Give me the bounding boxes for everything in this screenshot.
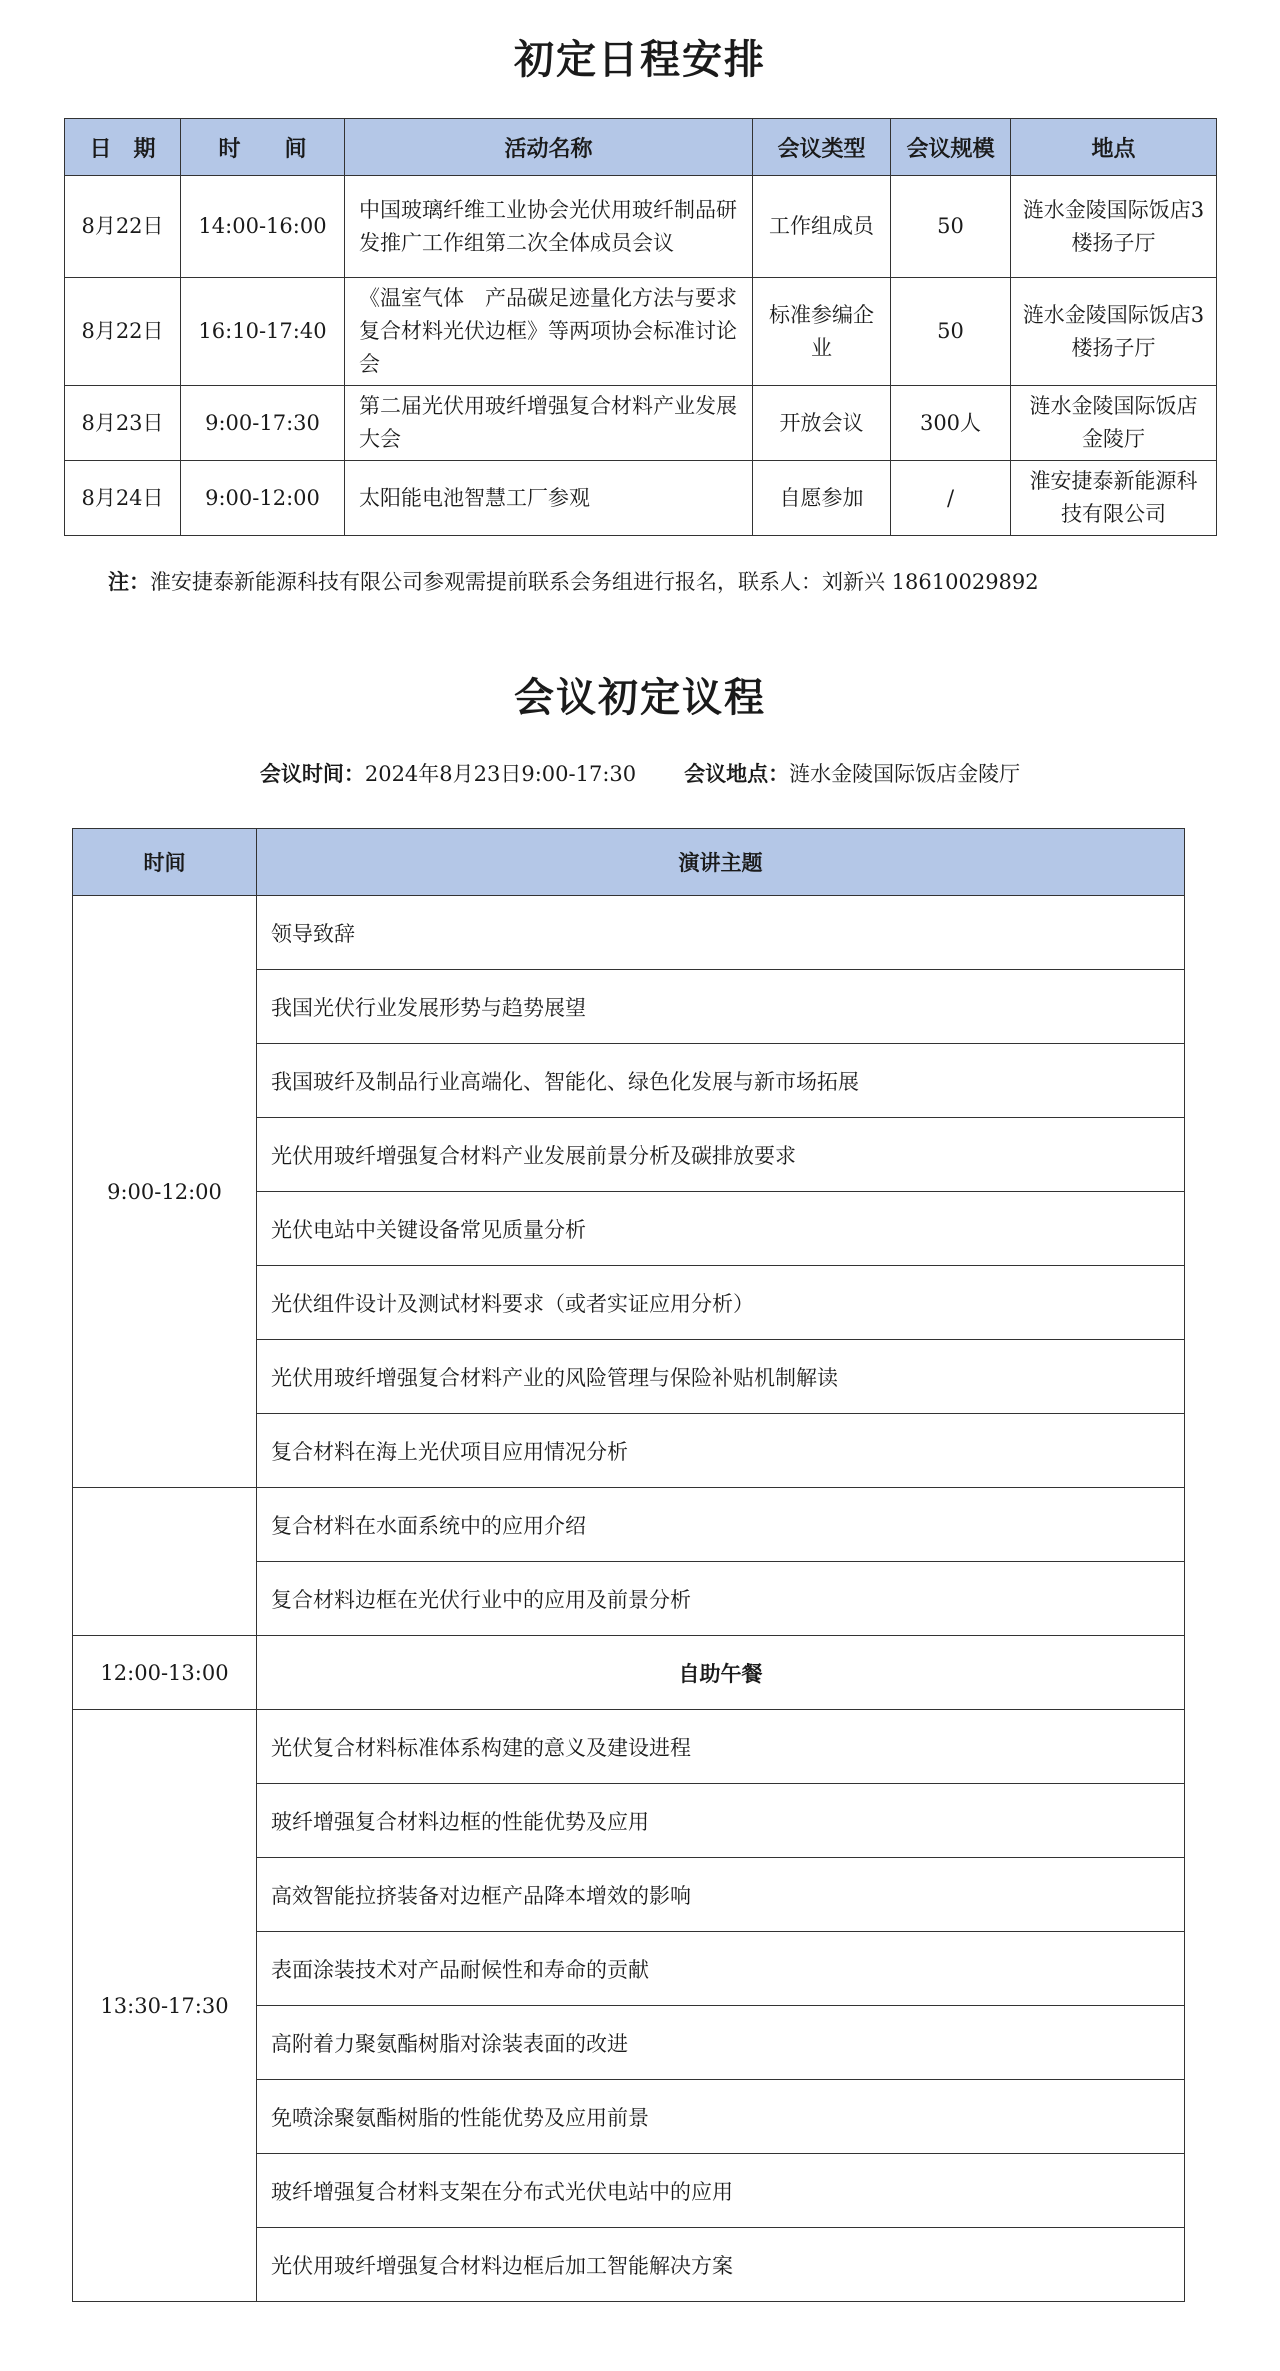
cell-date: 8月22日 [65, 278, 181, 386]
cell-topic: 表面涂装技术对产品耐候性和寿命的贡献 [257, 1932, 1185, 2006]
table-row [65, 176, 1217, 278]
cell-time-afternoon: 13:30-17:30 [73, 1710, 257, 2302]
table-row [65, 278, 1217, 386]
cell-date: 8月24日 [65, 461, 181, 536]
table-row [65, 461, 1217, 536]
cell-meeting-scale: 300人 [891, 386, 1011, 461]
cell-topic: 我国玻纤及制品行业高端化、智能化、绿色化发展与新市场拓展 [257, 1044, 1185, 1118]
cell-topic: 复合材料边框在光伏行业中的应用及前景分析 [257, 1562, 1185, 1636]
table-row [73, 1488, 1185, 1562]
cell-lunch: 自助午餐 [257, 1636, 1185, 1710]
meeting-info [0, 758, 1280, 788]
cell-topic: 光伏复合材料标准体系构建的意义及建设进程 [257, 1710, 1185, 1784]
meeting-venue-label: 会议地点： [684, 762, 790, 786]
cell-venue: 涟水金陵国际饭店3楼扬子厅 [1011, 176, 1217, 278]
header-time: 时 间 [181, 119, 345, 176]
cell-topic: 免喷涂聚氨酯树脂的性能优势及应用前景 [257, 2080, 1185, 2154]
cell-meeting-type: 开放会议 [753, 386, 891, 461]
cell-meeting-scale: 50 [891, 278, 1011, 386]
header-topic: 演讲主题 [257, 829, 1185, 896]
header-meeting-scale: 会议规模 [891, 119, 1011, 176]
cell-time-morning: 9:00-12:00 [73, 896, 257, 1488]
cell-topic: 复合材料在水面系统中的应用介绍 [257, 1488, 1185, 1562]
cell-topic: 高附着力聚氨酯树脂对涂装表面的改进 [257, 2006, 1185, 2080]
meeting-time-value: 2024年8月23日9:00-17:30 [364, 762, 637, 786]
cell-time: 14:00-16:00 [181, 176, 345, 278]
meeting-venue-value: 涟水金陵国际饭店金陵厅 [789, 762, 1021, 786]
cell-meeting-scale: 50 [891, 176, 1011, 278]
schedule-title: 初定日程安排 [514, 37, 766, 83]
cell-activity-name: 第二届光伏用玻纤增强复合材料产业发展大会 [345, 386, 753, 461]
cell-topic: 光伏用玻纤增强复合材料边框后加工智能解决方案 [257, 2228, 1185, 2302]
agenda-header-row [73, 829, 1185, 896]
cell-activity-name: 中国玻璃纤维工业协会光伏用玻纤制品研发推广工作组第二次全体成员会议 [345, 176, 753, 278]
cell-topic: 玻纤增强复合材料支架在分布式光伏电站中的应用 [257, 2154, 1185, 2228]
header-time: 时间 [73, 829, 257, 896]
header-meeting-type: 会议类型 [753, 119, 891, 176]
cell-date: 8月23日 [65, 386, 181, 461]
cell-topic: 高效智能拉挤装备对边框产品降本增效的影响 [257, 1858, 1185, 1932]
cell-topic: 光伏用玻纤增强复合材料产业发展前景分析及碳排放要求 [257, 1118, 1185, 1192]
cell-venue: 涟水金陵国际饭店3楼扬子厅 [1011, 278, 1217, 386]
note-label: 注： [108, 570, 150, 594]
cell-topic: 光伏电站中关键设备常见质量分析 [257, 1192, 1185, 1266]
lunch-row [73, 1636, 1185, 1710]
cell-activity-name: 太阳能电池智慧工厂参观 [345, 461, 753, 536]
table-row [73, 1710, 1185, 1784]
meeting-time-label: 会议时间： [259, 762, 365, 786]
header-date: 日 期 [65, 119, 181, 176]
cell-meeting-type: 自愿参加 [753, 461, 891, 536]
cell-time: 9:00-12:00 [181, 461, 345, 536]
table-row [65, 386, 1217, 461]
cell-topic: 我国光伏行业发展形势与趋势展望 [257, 970, 1185, 1044]
schedule-table [64, 118, 1217, 536]
header-activity-name: 活动名称 [345, 119, 753, 176]
agenda-title: 会议初定议程 [514, 675, 766, 721]
cell-venue: 涟水金陵国际饭店金陵厅 [1011, 386, 1217, 461]
cell-activity-name: 《温室气体 产品碳足迹量化方法与要求 复合材料光伏边框》等两项协会标准讨论会 [345, 278, 753, 386]
cell-topic: 领导致辞 [257, 896, 1185, 970]
cell-time-empty [73, 1488, 257, 1636]
cell-time: 16:10-17:40 [181, 278, 345, 386]
cell-topic: 复合材料在海上光伏项目应用情况分析 [257, 1414, 1185, 1488]
cell-topic: 光伏组件设计及测试材料要求（或者实证应用分析） [257, 1266, 1185, 1340]
agenda-table [72, 828, 1185, 2302]
cell-time: 9:00-17:30 [181, 386, 345, 461]
note-text: 淮安捷泰新能源科技有限公司参观需提前联系会务组进行报名，联系人：刘新兴 18610029892 [150, 570, 1039, 594]
cell-meeting-type: 标准参编企业 [753, 278, 891, 386]
cell-topic: 玻纤增强复合材料边框的性能优势及应用 [257, 1784, 1185, 1858]
table-row [73, 896, 1185, 970]
header-venue: 地点 [1011, 119, 1217, 176]
schedule-note [108, 566, 1039, 596]
cell-topic: 光伏用玻纤增强复合材料产业的风险管理与保险补贴机制解读 [257, 1340, 1185, 1414]
schedule-header-row [65, 119, 1217, 176]
cell-meeting-type: 工作组成员 [753, 176, 891, 278]
cell-date: 8月22日 [65, 176, 181, 278]
cell-time-lunch: 12:00-13:00 [73, 1636, 257, 1710]
cell-venue: 淮安捷泰新能源科技有限公司 [1011, 461, 1217, 536]
cell-meeting-scale: / [891, 461, 1011, 536]
